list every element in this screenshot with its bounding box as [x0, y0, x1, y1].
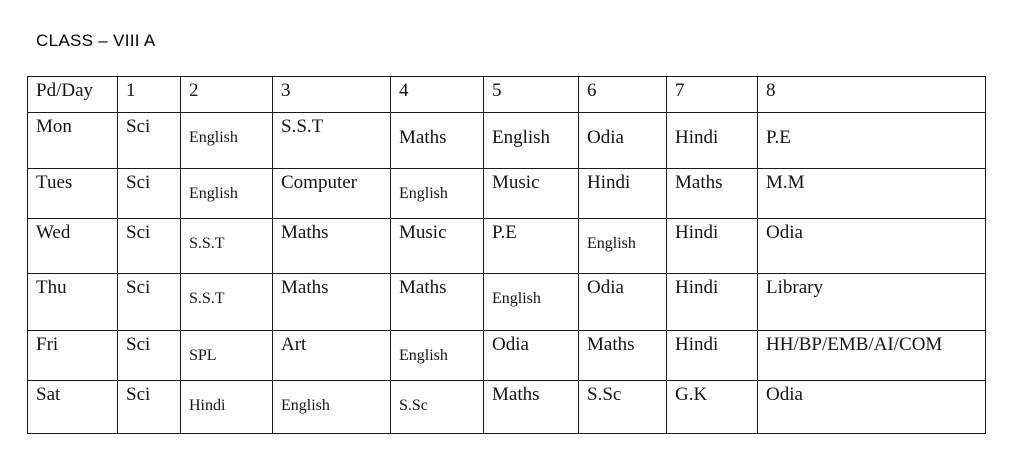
- column-header: 7: [667, 77, 758, 113]
- header-row: [28, 77, 986, 113]
- period-cell: Maths: [391, 274, 484, 331]
- period-cell: Sci: [118, 274, 181, 331]
- column-header: Pd/Day: [28, 77, 118, 113]
- period-cell: G.K: [667, 381, 758, 434]
- period-cell: English: [273, 381, 391, 434]
- period-cell: Hindi: [667, 274, 758, 331]
- table-row: [28, 113, 986, 169]
- period-cell: HH/BP/EMB/AI/COM: [758, 331, 986, 381]
- period-cell: Odia: [579, 274, 667, 331]
- period-cell: Hindi: [667, 331, 758, 381]
- period-cell: Hindi: [667, 113, 758, 169]
- period-cell: English: [484, 113, 579, 169]
- period-cell: Sci: [118, 169, 181, 219]
- period-cell: Music: [484, 169, 579, 219]
- period-cell: SPL: [181, 331, 273, 381]
- day-cell: Fri: [28, 331, 118, 381]
- period-cell: Sci: [118, 113, 181, 169]
- period-cell: Maths: [667, 169, 758, 219]
- day-cell: Wed: [28, 219, 118, 274]
- column-header: 6: [579, 77, 667, 113]
- period-cell: Odia: [579, 113, 667, 169]
- period-cell: Maths: [484, 381, 579, 434]
- period-cell: Sci: [118, 381, 181, 434]
- period-cell: Maths: [273, 219, 391, 274]
- period-cell: S.S.T: [181, 274, 273, 331]
- table-row: [28, 169, 986, 219]
- period-cell: English: [181, 169, 273, 219]
- period-cell: S.S.T: [181, 219, 273, 274]
- period-cell: S.Sc: [579, 381, 667, 434]
- column-header: 5: [484, 77, 579, 113]
- column-header: 1: [118, 77, 181, 113]
- period-cell: S.S.T: [273, 113, 391, 169]
- period-cell: P.E: [758, 113, 986, 169]
- period-cell: Library: [758, 274, 986, 331]
- table-row: [28, 219, 986, 274]
- period-cell: Maths: [579, 331, 667, 381]
- table-row: [28, 381, 986, 434]
- period-cell: Art: [273, 331, 391, 381]
- day-cell: Sat: [28, 381, 118, 434]
- period-cell: Music: [391, 219, 484, 274]
- timetable-body: [28, 113, 986, 434]
- period-cell: English: [484, 274, 579, 331]
- period-cell: Hindi: [579, 169, 667, 219]
- period-cell: P.E: [484, 219, 579, 274]
- period-cell: English: [181, 113, 273, 169]
- period-cell: Odia: [758, 219, 986, 274]
- column-header: 2: [181, 77, 273, 113]
- period-cell: Sci: [118, 219, 181, 274]
- period-cell: Odia: [484, 331, 579, 381]
- day-cell: Thu: [28, 274, 118, 331]
- period-cell: Odia: [758, 381, 986, 434]
- column-header: 4: [391, 77, 484, 113]
- period-cell: English: [391, 331, 484, 381]
- period-cell: English: [579, 219, 667, 274]
- period-cell: S.Sc: [391, 381, 484, 434]
- period-cell: Computer: [273, 169, 391, 219]
- period-cell: Maths: [273, 274, 391, 331]
- period-cell: Maths: [391, 113, 484, 169]
- table-row: [28, 331, 986, 381]
- table-row: [28, 274, 986, 331]
- period-cell: M.M: [758, 169, 986, 219]
- period-cell: Sci: [118, 331, 181, 381]
- period-cell: Hindi: [667, 219, 758, 274]
- page-title: CLASS – VIII A: [36, 31, 156, 50]
- period-cell: Hindi: [181, 381, 273, 434]
- period-cell: English: [391, 169, 484, 219]
- day-cell: Mon: [28, 113, 118, 169]
- day-cell: Tues: [28, 169, 118, 219]
- timetable-table: [27, 76, 986, 434]
- column-header: 8: [758, 77, 986, 113]
- column-header: 3: [273, 77, 391, 113]
